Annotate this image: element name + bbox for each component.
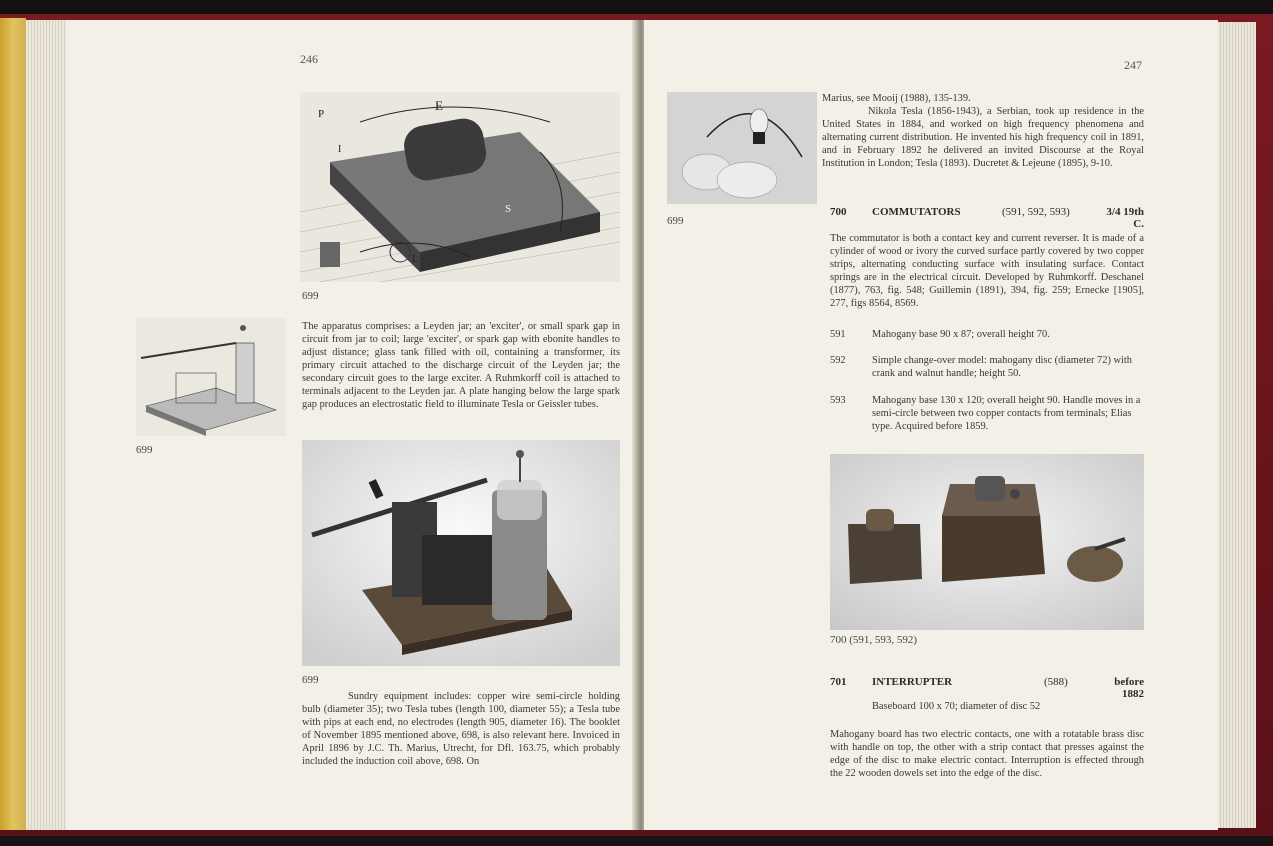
- engraving-apparatus: [300, 92, 620, 282]
- apparatus-description: The apparatus comprises: a Leyden jar; an 'exciter', or small spark gap in circuit from jar to coil; large 'exciter', or spark gap with ebonite handles to adjust distance; glass tank filled with oil, containing a transformer, its primary circuit attached to the discharge circuit of the Leyden jar; the secondary circuit goes to the large exciter. A Ruhmkorff coil is attached to terminals adjacent to the Leyden jar. A plate hanging below the large spark gap produces an electrostatic field to illuminate Tesla or Geissler tubes.: [302, 321, 620, 410]
- item-592-number: 592: [830, 355, 846, 366]
- item-591: [830, 328, 1144, 341]
- table-surface-bottom: [0, 836, 1273, 846]
- item-592: [830, 354, 1144, 380]
- photo-bulbs: [667, 92, 817, 204]
- item-593: [830, 394, 1144, 433]
- table-surface-top: [0, 0, 1273, 14]
- baseboard-dimensions: Baseboard 100 x 70; diameter of disc 52: [872, 701, 1041, 712]
- engraving-label-e: E: [435, 98, 443, 113]
- photo-apparatus: [302, 440, 620, 666]
- item-593-description: Mahogany base 130 x 120; overall height 90. Handle moves in a semi-circle between two copper contacts from terminals; Elias type. Acquired before 1859.: [872, 395, 1141, 432]
- entry-700-date: 3/4 19th C.: [1106, 206, 1144, 230]
- left-page: [66, 20, 638, 830]
- photo-commutators: [830, 454, 1144, 630]
- engraving-label-l: L: [412, 254, 419, 265]
- entry-700-refs: (591, 592, 593): [1002, 206, 1070, 218]
- page-number-right: 247: [1124, 58, 1142, 72]
- caption-bulbs: 699: [667, 215, 684, 227]
- intro-text: Marius, see Mooij (1988), 135-139.: [822, 93, 971, 104]
- entry-700-number: 700: [830, 206, 847, 218]
- item-591-description: Mahogany base 90 x 87; overall height 70.: [872, 329, 1050, 340]
- sundry-equipment-text: Sundry equipment includes: copper wire semi-circle holding bulb (diameter 35); two Tesla tubes (length 100, diameter 55); a Tesla tube with pips at each end, no electrodes (length 905, diameter 16). The booklet of November 1895 mentioned above, 698, is also relevant here. Invoiced in April 1896 by J.C. Th. Marius, Utrecht, for Dfl. 163.75, which probably included the induction coil above, 698. On: [302, 691, 620, 767]
- commutator-text: The commutator is both a contact key and current reverser. It is made of a cylinder of wood or ivory the curved surface partly covered by two copper strips, alternating conducting surface with insulating surface. Contact springs are in the electrical circuit. Developed by Ruhmkorff. Deschanel (1877), 763, fig. 548; Guillemin (1891), 394, fig. 259; Ernecke [1905], 277, figs 8564, 8569.: [830, 233, 1144, 309]
- entry-701-date: before 1882: [1114, 676, 1144, 700]
- engraving-label-p: P: [318, 108, 325, 120]
- caption-engraving: 699: [302, 290, 319, 302]
- entry-700-heading: [830, 206, 1144, 230]
- caption-photo: 699: [302, 674, 319, 686]
- engraving-label-s: S: [505, 203, 512, 215]
- item-591-number: 591: [830, 329, 846, 340]
- engraving-label-i: I: [338, 144, 342, 155]
- entry-701-title: INTERRUPTER: [872, 676, 953, 688]
- item-593-number: 593: [830, 395, 846, 406]
- right-page: [644, 20, 1218, 830]
- entry-701-number: 701: [830, 676, 847, 688]
- entry-700-title: COMMUTATORS: [872, 206, 961, 218]
- book-edge-gilt: [0, 18, 26, 830]
- tesla-text: Nikola Tesla (1856-1943), a Serbian, took up residence in the United States in 1884, and worked on high frequency phenomena and alternating current distribution. He invented his high frequency coil in 1891, and in February 1892 he delivered an invited Discourse at the Royal Institution in London; Tesla (1893). Ducretet & Lejeune (1895), 9-10.: [822, 106, 1144, 169]
- entry-701-heading: [830, 676, 1144, 700]
- page-edges-left: [26, 20, 66, 830]
- caption-small-engraving: 699: [136, 444, 153, 456]
- interrupter-text: Mahogany board has two electric contacts, one with a rotatable brass disc with handle on top, the other with a strip contact that presses against the edge of the disc to make electric contact. Interruption is effected through the 22 wooden dowels set into the edge of the disc.: [830, 729, 1144, 779]
- entry-701-refs: (588): [1044, 676, 1068, 688]
- engraving-small: [136, 318, 286, 436]
- page-number-left: 246: [300, 52, 318, 66]
- item-592-description: Simple change-over model: mahogany disc (diameter 72) with crank and walnut handle; height 50.: [872, 355, 1132, 379]
- caption-commutators: 700 (591, 593, 592): [830, 634, 918, 646]
